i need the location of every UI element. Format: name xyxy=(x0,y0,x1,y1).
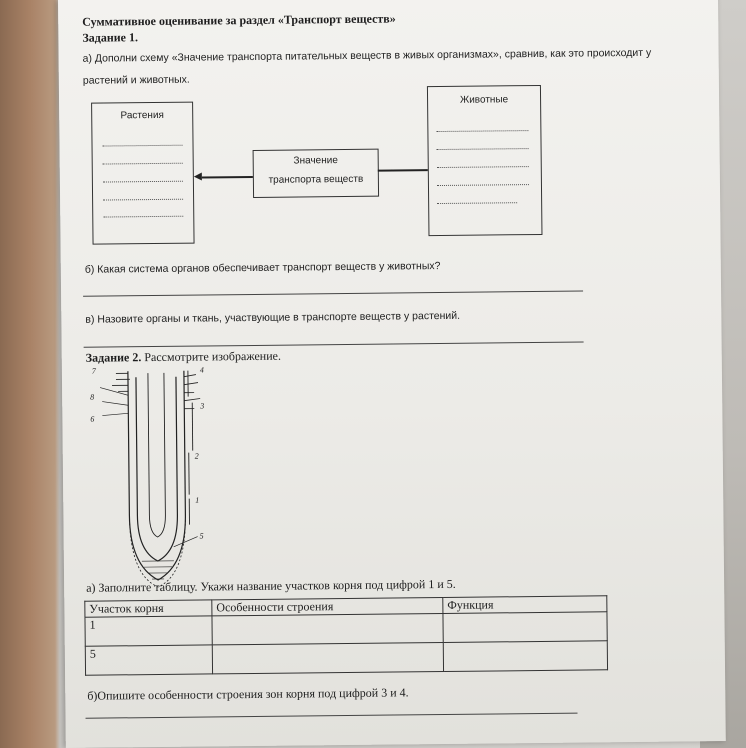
table-header: Особенности строения xyxy=(212,598,443,616)
plants-answer-line[interactable] xyxy=(103,216,183,218)
task2-question-a: а) Заполните таблицу. Укажи название участков корня под цифрой 1 и 5. xyxy=(86,576,456,595)
figure-label-7: 7 xyxy=(91,366,96,376)
figure-label-1: 1 xyxy=(195,495,200,505)
table-cell-answer[interactable] xyxy=(212,643,443,674)
plants-answer-line[interactable] xyxy=(103,163,183,165)
root-tip-diagram xyxy=(88,364,230,590)
task2-instruction: Рассмотрите изображение. xyxy=(144,348,281,365)
center-box xyxy=(253,149,379,198)
worksheet-page xyxy=(58,0,726,748)
animals-answer-line[interactable] xyxy=(437,148,529,150)
figure-label-8: 8 xyxy=(90,392,95,402)
task1-label: Задание 1. xyxy=(82,30,139,45)
animals-answer-line[interactable] xyxy=(436,130,528,132)
task1-question-b: б) Какая система органов обеспечивает транспорт веществ у животных? xyxy=(84,260,441,276)
animals-answer-line[interactable] xyxy=(437,202,517,204)
table-cell: 1 xyxy=(85,616,212,646)
center-label-line1: Значение xyxy=(293,155,338,167)
animals-answer-line[interactable] xyxy=(437,184,529,186)
answer-line-v[interactable] xyxy=(84,342,584,348)
plants-answer-line[interactable] xyxy=(103,199,183,201)
root-zones-table xyxy=(84,595,608,675)
task2-heading xyxy=(86,349,281,366)
table-row xyxy=(85,641,607,675)
table-cell-answer[interactable] xyxy=(443,612,607,643)
answer-line-b[interactable] xyxy=(83,291,583,297)
figure-label-5: 5 xyxy=(199,531,204,541)
plants-box xyxy=(91,102,194,245)
plants-label: Растения xyxy=(120,109,164,122)
center-label-line2: транспорта веществ xyxy=(268,173,364,186)
connector-arrow-head xyxy=(194,173,202,181)
task2-label: Задание 2. xyxy=(85,350,142,365)
worksheet-title: Суммативное оценивание за раздел «Транспорт веществ» xyxy=(82,11,396,29)
animals-answer-line[interactable] xyxy=(437,166,529,168)
task1-question-v: в) Назовите органы и ткань, участвующие в транспорте веществ у растений. xyxy=(85,309,461,326)
figure-label-2: 2 xyxy=(194,451,199,461)
task1-instruction: а) Дополни схему «Значение транспорта питательных веществ в живых организмах», сравнив, как это происходит у растений и животных. xyxy=(82,46,652,87)
table-cell-answer[interactable] xyxy=(443,641,607,672)
figure-label-3: 3 xyxy=(200,401,205,411)
animals-label: Животные xyxy=(459,94,509,106)
table-cell: 5 xyxy=(85,645,212,675)
answer-line-task2-b[interactable] xyxy=(86,713,578,719)
figure-label-4: 4 xyxy=(199,365,204,375)
connector-right-line xyxy=(378,169,428,172)
connector-left-line xyxy=(202,176,253,179)
animals-box xyxy=(427,85,543,236)
table-header: Функция xyxy=(443,596,607,614)
table-cell-answer[interactable] xyxy=(212,614,443,645)
plants-answer-line[interactable] xyxy=(103,145,183,147)
plants-answer-line[interactable] xyxy=(103,181,183,183)
table-header: Участок корня xyxy=(85,600,212,617)
figure-label-6: 6 xyxy=(90,414,95,424)
task2-question-b: б)Опишите особенности строения зон корня под цифрой 3 и 4. xyxy=(87,685,409,703)
